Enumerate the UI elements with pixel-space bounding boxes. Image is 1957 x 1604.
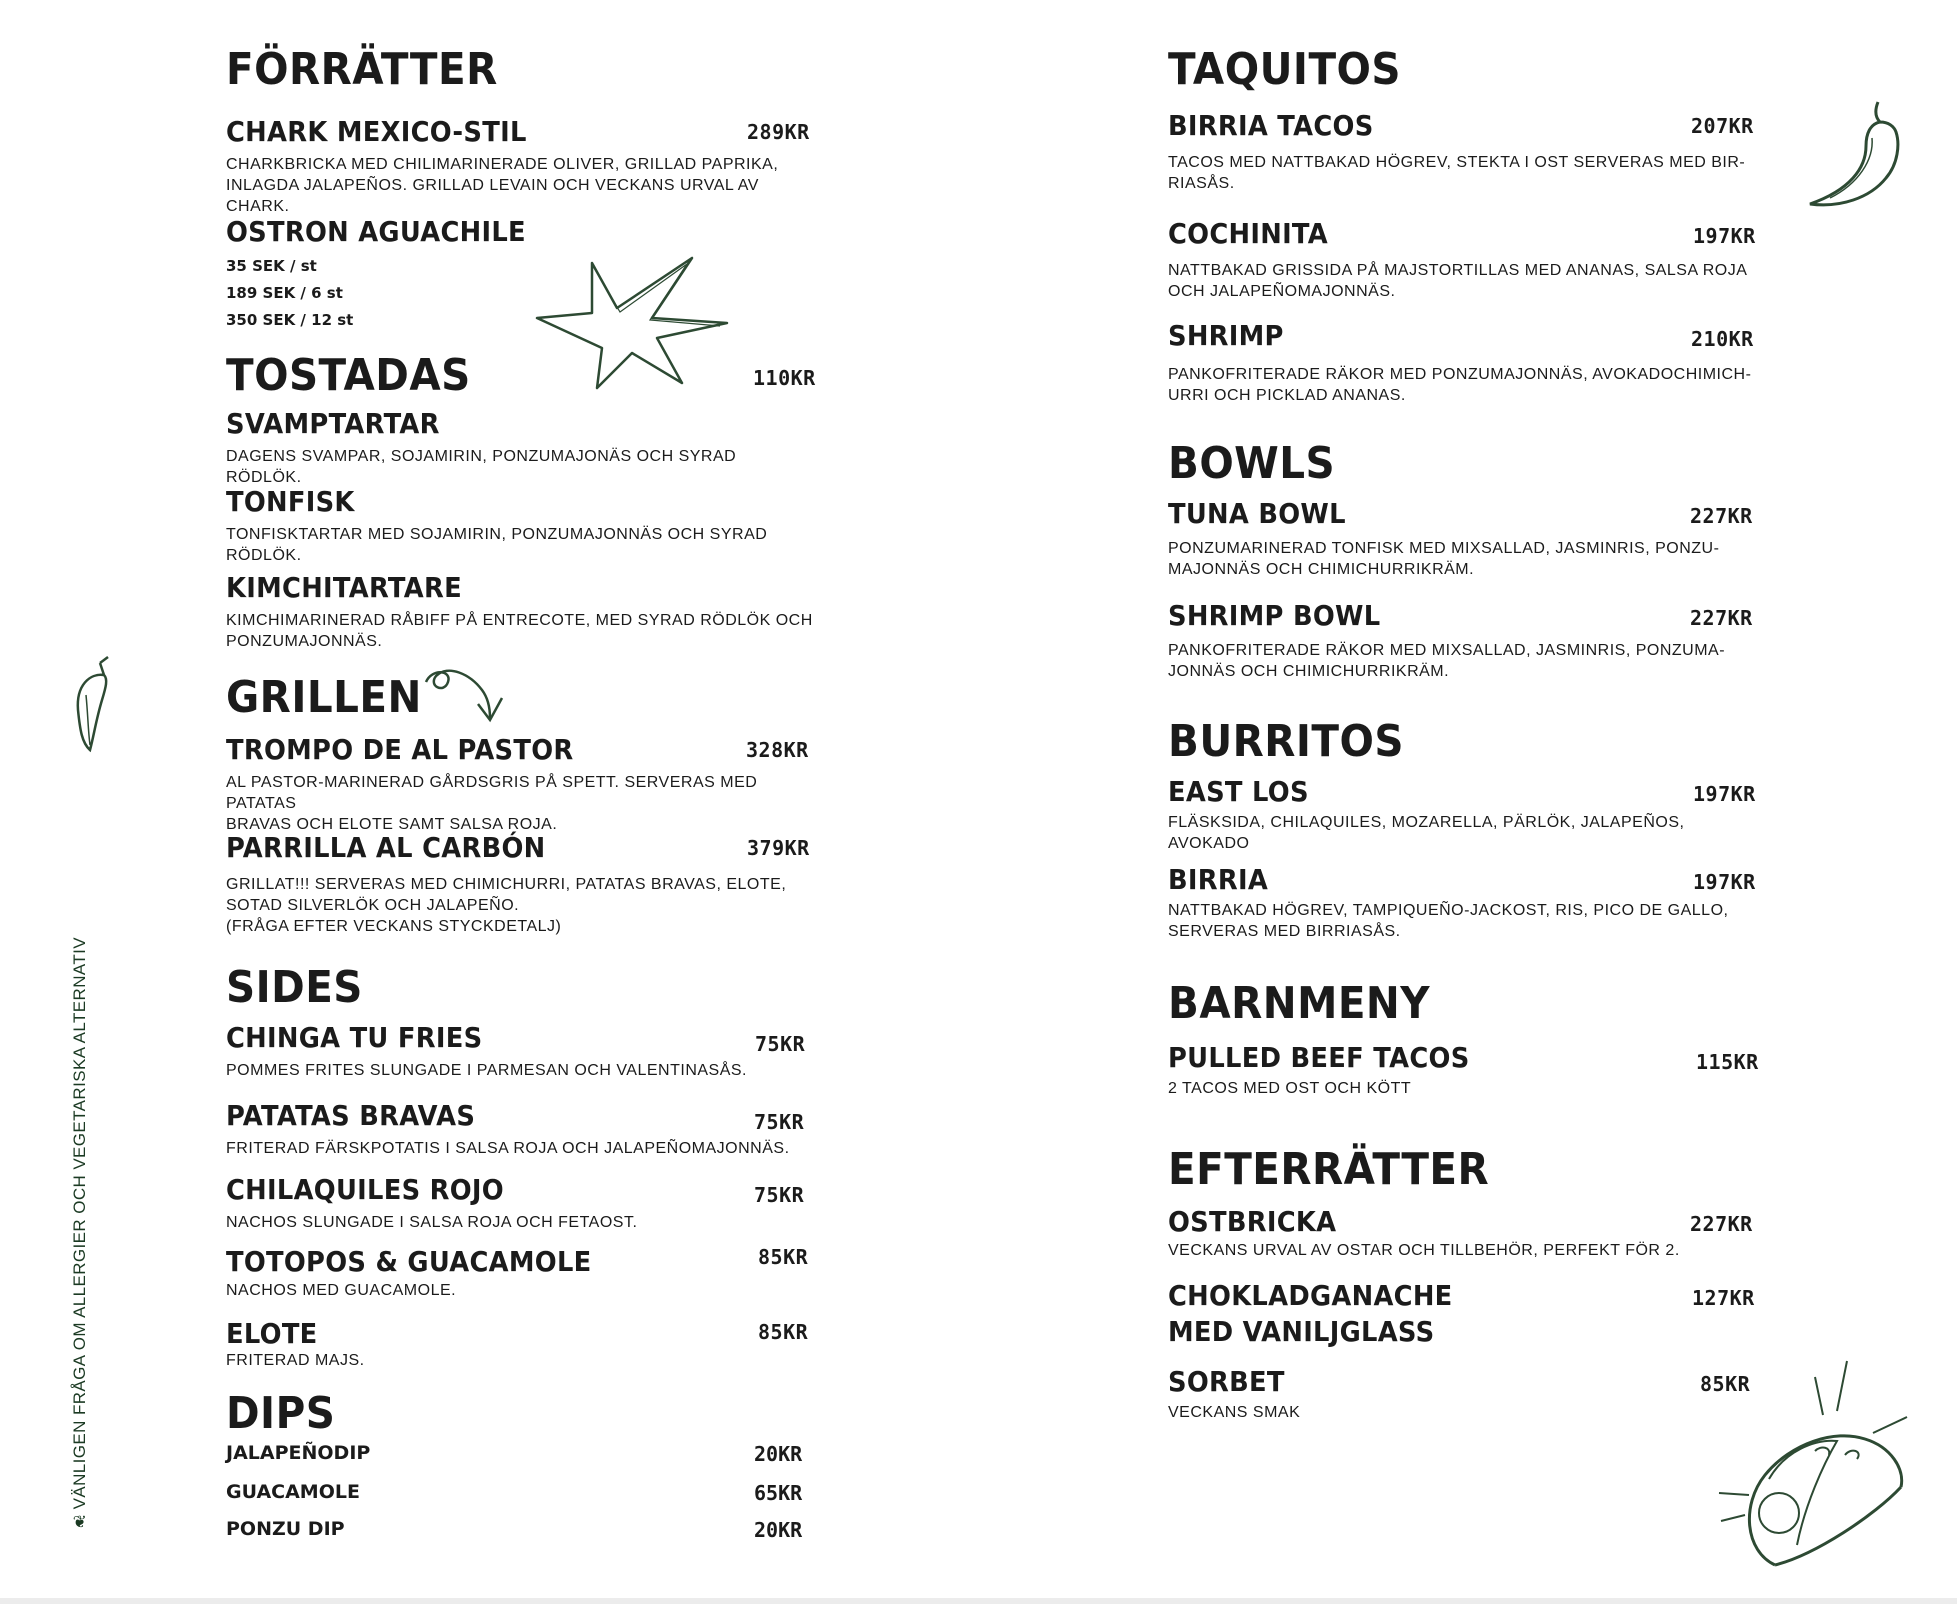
oyster-price-line: 189 SEK / 6 st [226,284,343,302]
item-name: CHINGA TU FRIES [226,1021,483,1054]
item-name: BIRRIA TACOS [1168,109,1374,142]
item-name: SHRIMP [1168,319,1284,352]
menu-item [226,115,816,217]
item-name: ELOTE [226,1317,318,1350]
item-name: PULLED BEEF TACOS [1168,1041,1470,1074]
dip-name: GUACAMOLE [226,1481,360,1503]
menu-item [226,1021,816,1081]
item-price: 227KR [1690,1212,1753,1236]
item-name: CHARK MEXICO-STIL [226,115,527,148]
item-description: TONFISKTARTAR MED SOJAMIRIN, PONZUMAJONNÄS OCH SYRAD RÖDLÖK. [226,526,768,564]
section-forratter [226,44,816,95]
item-price: 207KR [1691,114,1754,138]
section-taquitos [1168,44,1758,95]
dip-row [226,1442,816,1464]
menu-item [1168,775,1758,854]
menu-item [1168,497,1758,580]
section-title: BURRITOS [1168,716,1404,767]
item-price: 197KR [1693,870,1756,894]
section-title: EFTERRÄTTER [1168,1144,1490,1195]
item-price: 328KR [746,738,809,762]
menu-item [1168,109,1758,194]
menu-item [226,1317,816,1371]
item-price: 85KR [1700,1372,1751,1396]
section-title: GRILLEN [226,672,422,723]
item-description: VECKANS URVAL AV OSTAR OCH TILLBEHÖR, PERFEKT FÖR 2. [1168,1242,1680,1259]
item-description: TACOS MED NATTBAKAD HÖGREV, STEKTA I OST SERVERAS MED BIR- RIASÅS. [1168,154,1746,192]
section-efterratter [1168,1144,1758,1195]
item-description: PANKOFRITERADE RÄKOR MED PONZUMAJONNÄS, AVOKADOCHIMICH- URRI OCH PICKLAD ANANAS. [1168,366,1752,404]
item-name: CHILAQUILES ROJO [226,1173,504,1206]
menu-item [1168,217,1758,302]
menu-item-ostron [226,215,816,248]
page-bottom-edge [0,1598,1957,1604]
item-price: 197KR [1693,224,1756,248]
item-price: 197KR [1693,782,1756,806]
section-title: TAQUITOS [1168,44,1402,95]
section-price: 110KR [753,366,816,390]
allergy-note: ❦VÄNLIGEN FRÅGA OM ALLERGIER OCH VEGETARISKA ALTERNATIV [70,936,89,1532]
dip-price: 65KR [754,1481,803,1505]
item-description: 2 TACOS MED OST OCH KÖTT [1168,1080,1412,1097]
item-description: PONZUMARINERAD TONFISK MED MIXSALLAD, JASMINRIS, PONZU- MAJONNÄS OCH CHIMICHURRIKRÄM. [1168,540,1720,578]
dip-name: JALAPEÑODIP [226,1442,371,1464]
menu-item [1168,1041,1759,1099]
item-name: OSTRON AGUACHILE [226,215,526,248]
section-title: DIPS [226,1388,336,1439]
item-price: 85KR [758,1245,809,1269]
item-name: SVAMPTARTAR [226,407,440,440]
item-description: PANKOFRITERADE RÄKOR MED MIXSALLAD, JASMINRIS, PONZUMA- JONNÄS OCH CHIMICHURRIKRÄM. [1168,642,1726,680]
item-name: PATATAS BRAVAS [226,1099,476,1132]
item-name: CHOKLADGANACHE [1168,1279,1453,1312]
oyster-price-line: 350 SEK / 12 st [226,311,354,329]
item-price: 75KR [754,1110,805,1134]
menu-item [1168,1365,1758,1423]
menu-item [226,831,816,937]
menu-item [226,733,816,835]
section-title: TOSTADAS [226,350,471,401]
menu-item [226,485,816,566]
item-description: NACHOS MED GUACAMOLE. [226,1282,457,1299]
item-price: 210KR [1691,327,1754,351]
item-name: TUNA BOWL [1168,497,1346,530]
section-title: SIDES [226,962,363,1013]
item-description: NATTBAKAD HÖGREV, TAMPIQUEÑO-JACKOST, RIS, PICO DE GALLO, SERVERAS MED BIRRIASÅS. [1168,902,1729,940]
item-description: NATTBAKAD GRISSIDA PÅ MAJSTORTILLAS MED ANANAS, SALSA ROJA OCH JALAPEÑOMAJONNÄS. [1168,262,1748,300]
menu-item [1168,599,1758,682]
section-burritos [1168,716,1758,767]
menu-item [1168,1279,1758,1348]
item-price: 289KR [747,120,810,144]
item-name: OSTBRICKA [1168,1205,1337,1238]
menu-item [226,1173,816,1233]
menu-item [226,407,816,488]
item-price: 379KR [747,836,810,860]
item-name: TROMPO DE AL PASTOR [226,733,574,766]
item-name: TONFISK [226,485,355,518]
item-description: GRILLAT!!! SERVERAS MED CHIMICHURRI, PATATAS BRAVAS, ELOTE, SOTAD SILVERLÖK OCH JALAPEÑO. (FRÅGA EFTER VECKANS STYCKDETALJ) [226,876,787,935]
dip-row [226,1481,816,1503]
item-name: KIMCHITARTARE [226,571,462,604]
section-barnmeny [1168,978,1758,1029]
item-price: 75KR [755,1032,806,1056]
menu-item [1168,319,1758,406]
chili-pepper-icon [1800,98,1910,218]
item-price: 85KR [758,1320,809,1344]
item-price: 127KR [1692,1286,1755,1310]
item-description: FRITERAD FÄRSKPOTATIS I SALSA ROJA OCH JALAPEÑOMAJONNÄS. [226,1140,790,1157]
section-title: BOWLS [1168,438,1336,489]
item-description: NACHOS SLUNGADE I SALSA ROJA OCH FETAOST. [226,1214,638,1231]
dip-price: 20KR [754,1442,803,1466]
menu-item [226,1245,816,1301]
item-description: DAGENS SVAMPAR, SOJAMIRIN, PONZUMAJONÄS OCH SYRAD RÖDLÖK. [226,448,737,486]
section-bowls [1168,438,1758,489]
dip-row [226,1518,816,1540]
item-description: FLÄSKSIDA, CHILAQUILES, MOZARELLA, PÄRLÖK, JALAPEÑOS, AVOKADO [1168,814,1685,852]
item-description: KIMCHIMARINERAD RÅBIFF PÅ ENTRECOTE, MED SYRAD RÖDLÖK OCH PONZUMAJONNÄS. [226,612,813,650]
item-description: FRITERAD MAJS. [226,1352,365,1369]
item-description: VECKANS SMAK [1168,1404,1301,1421]
section-dips [226,1388,816,1439]
item-description: AL PASTOR-MARINERAD GÅRDSGRIS PÅ SPETT. SERVERAS MED PATATAS BRAVAS OCH ELOTE SAMT SALSA ROJA. [226,774,758,833]
chili-pepper-icon [60,655,120,755]
item-name-line-2: MED VANILJGLASS [1168,1315,1435,1348]
item-name: BIRRIA [1168,863,1269,896]
oyster-price-line: 35 SEK / st [226,257,317,275]
leaf-icon: ❦ [72,1512,88,1532]
item-price: 115KR [1696,1050,1759,1074]
section-title: BARNMENY [1168,978,1431,1029]
section-tostadas [226,350,816,401]
section-title: FÖRRÄTTER [226,44,498,95]
menu-item [226,1099,816,1159]
item-name: PARRILLA AL CARBÓN [226,831,546,864]
item-price: 227KR [1690,504,1753,528]
item-price: 227KR [1690,606,1753,630]
dip-price: 20KR [754,1518,803,1542]
item-description: POMMES FRITES SLUNGADE I PARMESAN OCH VALENTINASÅS. [226,1062,747,1079]
menu-item [1168,863,1758,942]
item-price: 75KR [754,1183,805,1207]
item-name: TOTOPOS & GUACAMOLE [226,1245,592,1278]
menu-item [226,571,816,652]
item-name: COCHINITA [1168,217,1328,250]
menu-item [1168,1205,1758,1261]
item-name: SHRIMP BOWL [1168,599,1381,632]
dip-name: PONZU DIP [226,1518,345,1540]
item-description: CHARKBRICKA MED CHILIMARINERADE OLIVER, GRILLAD PAPRIKA, INLAGDA JALAPEÑOS. GRILLAD LEVAIN OCH VECKANS URVAL AV CHARK. [226,156,779,215]
item-name: SORBET [1168,1365,1285,1398]
section-sides [226,962,816,1013]
section-grillen [226,672,816,723]
item-name: EAST LOS [1168,775,1309,808]
